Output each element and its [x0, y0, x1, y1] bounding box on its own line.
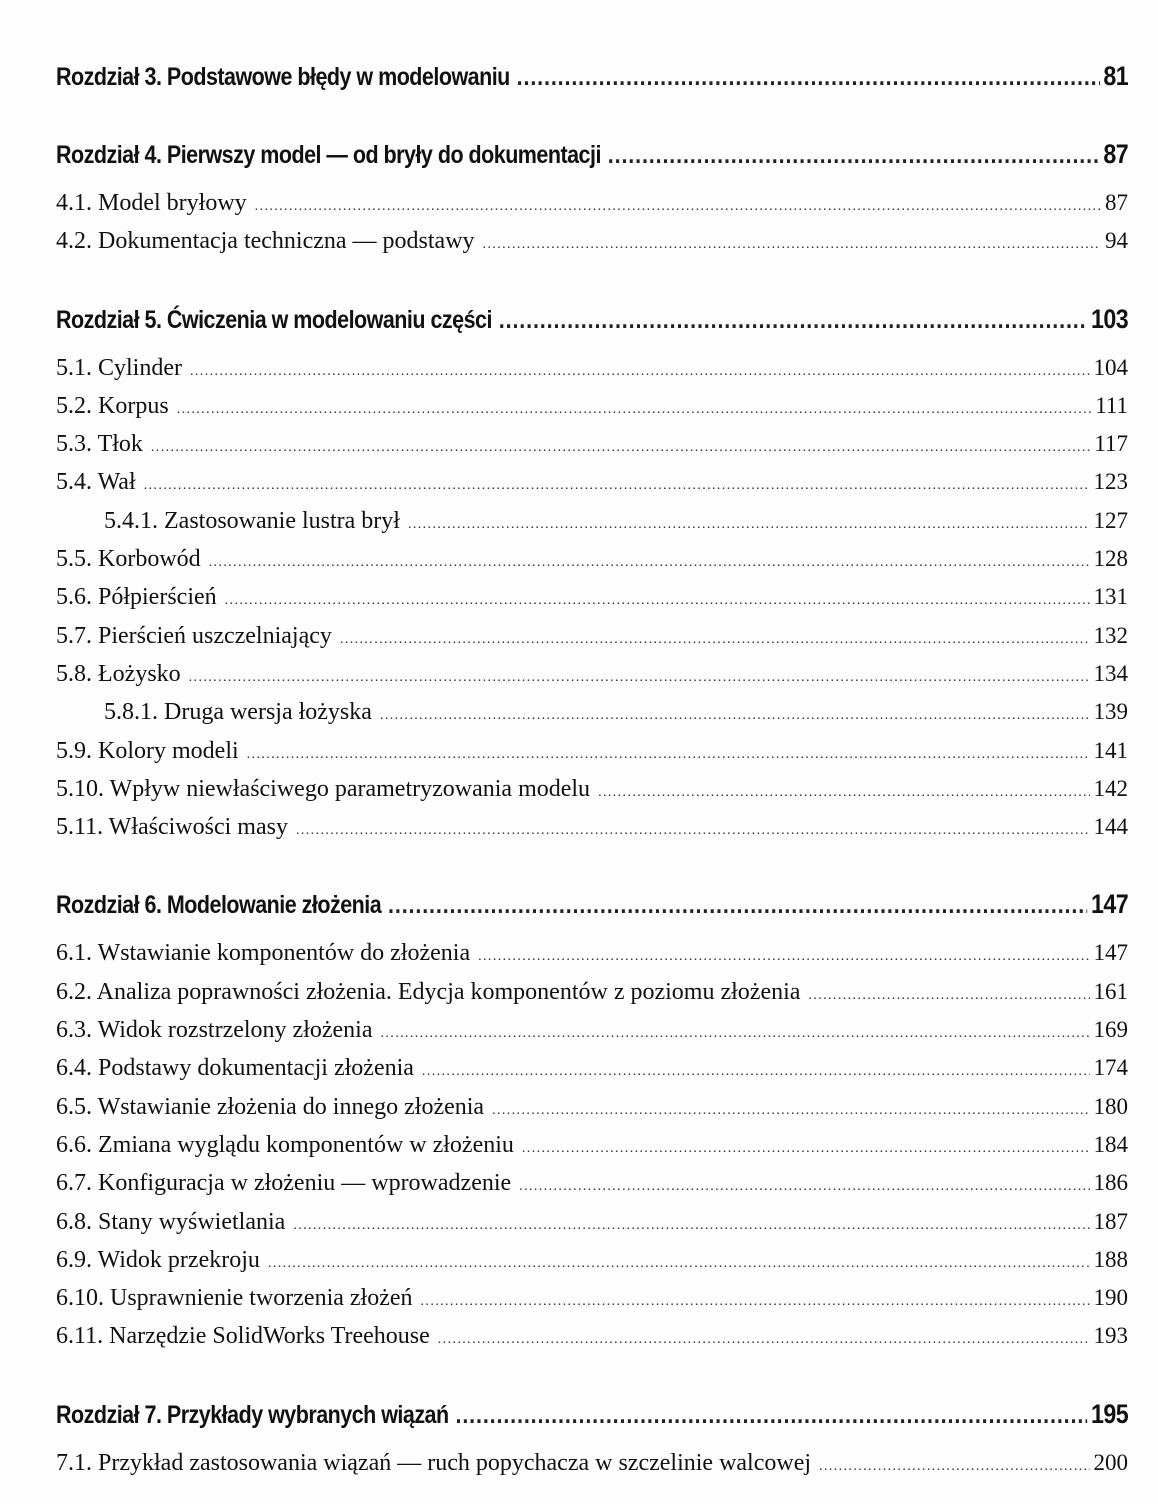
- section-title: 5.8. Łożysko: [56, 660, 181, 687]
- chapter-title: Rozdział 5. Ćwiczenia w modelowaniu części: [56, 305, 492, 334]
- toc-section-entry[interactable]: [56, 1241, 1128, 1279]
- section-page-number: 193: [1093, 1323, 1128, 1349]
- section-page-number: 117: [1094, 431, 1128, 457]
- section-page-number: 169: [1093, 1017, 1128, 1043]
- section-page-number: 184: [1093, 1131, 1128, 1157]
- dot-leader: [808, 977, 1089, 1015]
- toc-section-entry[interactable]: [56, 1088, 1128, 1126]
- dot-leader: [483, 226, 1101, 264]
- chapter-page-number: 87: [1103, 139, 1129, 169]
- dot-leader: [456, 1395, 1088, 1435]
- section-page-number: 188: [1093, 1246, 1128, 1272]
- chapter-4-sections: [56, 174, 1128, 261]
- section-page-number: 128: [1093, 546, 1128, 572]
- dot-leader: [151, 429, 1090, 467]
- section-title: 6.2. Analiza poprawności złożenia. Edycja komponentów z poziomu złożenia: [56, 978, 801, 1005]
- chapter-5-sections: [56, 339, 1128, 847]
- dot-leader: [492, 1092, 1089, 1130]
- section-page-number: 144: [1093, 814, 1128, 840]
- section-page-number: 127: [1093, 507, 1128, 533]
- section-title: 7.1. Przykład zastosowania wiązań — ruch popychacza w szczelinie walcowej: [56, 1449, 812, 1476]
- toc-section-entry[interactable]: [56, 540, 1128, 578]
- chapter-title: Rozdział 4. Pierwszy model — od bryły do dokumentacji: [56, 141, 601, 169]
- dot-leader: [522, 1130, 1090, 1168]
- dot-leader: [268, 1245, 1090, 1283]
- section-title: 6.10. Usprawnienie tworzenia złożeń: [56, 1285, 413, 1312]
- toc-section-entry[interactable]: [56, 1444, 1128, 1482]
- dot-leader: [388, 885, 1088, 925]
- toc-section-entry[interactable]: [56, 617, 1128, 655]
- toc-section-entry[interactable]: [56, 808, 1128, 846]
- toc-section-entry[interactable]: [56, 1203, 1128, 1241]
- section-title: 5.10. Wpływ niewłaściwego parametryzowania modelu: [56, 775, 591, 802]
- section-page-number: 94: [1105, 228, 1128, 254]
- section-title: 6.9. Widok przekroju: [56, 1246, 260, 1273]
- section-page-number: 87: [1105, 190, 1128, 215]
- toc-chapter-5[interactable]: [56, 299, 1128, 339]
- dot-leader: [408, 506, 1090, 544]
- toc-section-entry[interactable]: [56, 349, 1128, 387]
- spacer: [56, 846, 1128, 884]
- section-title: 5.8.1. Druga wersja łożyska: [104, 699, 372, 726]
- chapter-title: Rozdział 7. Przykłady wybranych wiązań: [56, 1400, 449, 1429]
- dot-leader: [421, 1283, 1090, 1321]
- section-page-number: 131: [1093, 584, 1128, 610]
- section-title: 5.9. Kolory modeli: [56, 737, 239, 764]
- chapter-6-sections: [56, 924, 1128, 1355]
- toc-section-entry[interactable]: [56, 1164, 1128, 1202]
- section-title: 5.1. Cylinder: [56, 354, 182, 381]
- section-page-number: 123: [1093, 469, 1128, 495]
- section-title: 6.7. Konfiguracja w złożeniu — wprowadzenie: [56, 1170, 512, 1197]
- toc-section-entry[interactable]: [56, 184, 1128, 222]
- chapter-7-sections: [56, 1434, 1128, 1482]
- section-page-number: 111: [1095, 392, 1128, 418]
- section-page-number: 104: [1093, 354, 1128, 380]
- dot-leader: [293, 1207, 1089, 1245]
- spacer: [56, 96, 1128, 134]
- spacer: [56, 924, 1128, 934]
- section-title: 4.2. Dokumentacja techniczna — podstawy: [56, 228, 475, 255]
- chapter-page-number: 103: [1090, 303, 1129, 334]
- chapter-page-number: 81: [1103, 61, 1129, 91]
- section-title: 5.4. Wał: [56, 469, 136, 496]
- toc-section-entry[interactable]: [56, 655, 1128, 693]
- dot-leader: [247, 736, 1090, 774]
- section-page-number: 190: [1093, 1285, 1128, 1311]
- spacer: [56, 261, 1128, 299]
- toc-section-entry[interactable]: [56, 693, 1128, 731]
- section-title: 6.4. Podstawy dokumentacji złożenia: [56, 1055, 414, 1082]
- section-page-number: 134: [1093, 660, 1128, 686]
- toc-section-entry[interactable]: [56, 1049, 1128, 1087]
- section-page-number: 161: [1093, 978, 1128, 1004]
- chapter-title: Rozdział 6. Modelowanie złożenia: [56, 891, 382, 920]
- dot-leader: [340, 621, 1090, 659]
- section-page-number: 174: [1093, 1055, 1128, 1081]
- section-title: 6.6. Zmiana wyglądu komponentów w złożeniu: [56, 1131, 514, 1158]
- section-page-number: 147: [1093, 940, 1128, 966]
- toc-chapter-3[interactable]: [56, 56, 1128, 96]
- section-title: 6.3. Widok rozstrzelony złożenia: [56, 1017, 373, 1044]
- dot-leader: [255, 188, 1101, 226]
- dot-leader: [381, 1015, 1090, 1053]
- section-title: 5.7. Pierścień uszczelniający: [56, 622, 332, 649]
- dot-leader: [380, 697, 1090, 735]
- section-page-number: 139: [1093, 699, 1128, 725]
- section-page-number: 141: [1093, 737, 1128, 763]
- toc-section-entry[interactable]: [56, 732, 1128, 770]
- dot-leader: [209, 544, 1090, 582]
- section-title: 5.6. Półpierścień: [56, 584, 217, 611]
- toc-chapter-7[interactable]: [56, 1394, 1128, 1434]
- toc-section-entry[interactable]: [56, 934, 1128, 972]
- section-title: 4.1. Model bryłowy: [56, 190, 247, 216]
- dot-leader: [225, 582, 1090, 620]
- section-title: 5.4.1. Zastosowanie lustra brył: [104, 507, 400, 534]
- toc-section-entry[interactable]: [56, 1126, 1128, 1164]
- section-title: 6.11. Narzędzie SolidWorks Treehouse: [56, 1323, 430, 1350]
- dot-leader: [422, 1053, 1090, 1091]
- section-page-number: 186: [1093, 1170, 1128, 1196]
- toc-section-entry[interactable]: [56, 425, 1128, 463]
- toc-section-entry[interactable]: [56, 578, 1128, 616]
- dot-leader: [296, 812, 1090, 850]
- section-title: 5.11. Właściwości masy: [56, 814, 288, 841]
- toc-chapter-4[interactable]: [56, 134, 1128, 174]
- section-title: 6.1. Wstawianie komponentów do złożenia: [56, 940, 471, 967]
- dot-leader: [438, 1321, 1090, 1359]
- chapter-page-number: 195: [1090, 1398, 1129, 1429]
- spacer: [56, 339, 1128, 349]
- section-page-number: 142: [1093, 775, 1128, 801]
- dot-leader: [189, 659, 1090, 697]
- toc-chapter-6[interactable]: [56, 884, 1128, 924]
- section-page-number: 180: [1093, 1093, 1128, 1119]
- toc-section-entry[interactable]: [56, 222, 1128, 260]
- toc-section-entry[interactable]: [56, 1279, 1128, 1317]
- toc-section-entry[interactable]: [56, 770, 1128, 808]
- dot-leader: [819, 1448, 1089, 1486]
- spacer: [56, 174, 1128, 184]
- dot-leader: [519, 1168, 1089, 1206]
- section-title: 6.5. Wstawianie złożenia do innego złożenia: [56, 1093, 485, 1120]
- table-of-contents: [56, 56, 1128, 1482]
- toc-section-entry[interactable]: [56, 387, 1128, 425]
- dot-leader: [190, 353, 1090, 391]
- spacer: [56, 1434, 1128, 1444]
- section-title: 5.5. Korbowód: [56, 546, 201, 573]
- dot-leader: [499, 300, 1088, 340]
- toc-section-entry[interactable]: [56, 1011, 1128, 1049]
- dot-leader: [144, 467, 1090, 505]
- section-title: 5.2. Korpus: [56, 392, 169, 419]
- chapter-page-number: 147: [1090, 889, 1129, 920]
- section-page-number: 187: [1093, 1208, 1128, 1234]
- dot-leader: [598, 774, 1089, 812]
- toc-section-entry[interactable]: [56, 502, 1128, 540]
- dot-leader: [517, 57, 1100, 97]
- section-title: 6.8. Stany wyświetlania: [56, 1208, 286, 1235]
- dot-leader: [177, 391, 1092, 429]
- toc-section-entry[interactable]: [56, 1317, 1128, 1355]
- toc-section-entry[interactable]: [56, 463, 1128, 501]
- section-page-number: 132: [1093, 622, 1128, 648]
- section-page-number: 200: [1093, 1449, 1128, 1475]
- dot-leader: [608, 135, 1100, 175]
- toc-section-entry[interactable]: [56, 973, 1128, 1011]
- chapter-title: Rozdział 3. Podstawowe błędy w modelowaniu: [56, 63, 510, 91]
- dot-leader: [478, 938, 1089, 976]
- spacer: [56, 1356, 1128, 1394]
- section-title: 5.3. Tłok: [56, 431, 143, 458]
